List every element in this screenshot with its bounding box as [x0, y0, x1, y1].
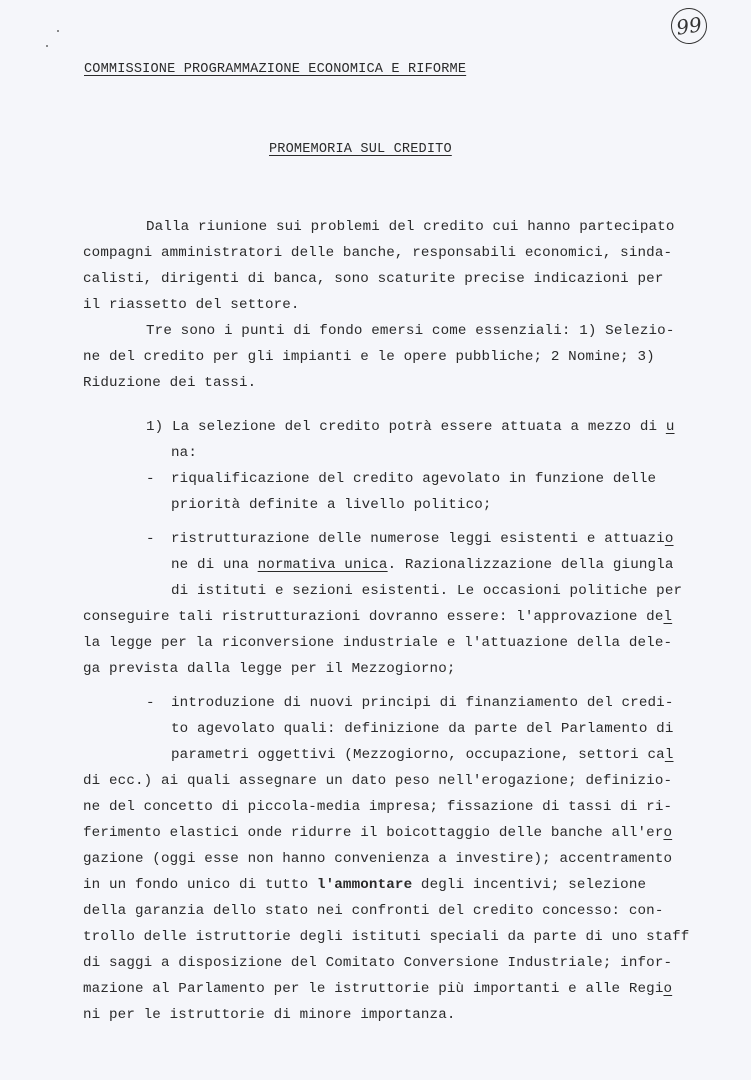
bullet3-line-6-end: o — [663, 825, 673, 841]
bullet2-line-3: di istituti e sezioni esistenti. Le occasioni politiche per — [171, 583, 683, 599]
bullet2-line-1-text: ristrutturazione delle numerose leggi esistenti e attuazi — [171, 531, 665, 547]
bullet2-line-4 — [83, 608, 672, 626]
bullet3-line-3-text: parametri oggettivi (Mezzogiorno, occupazione, settori ca — [171, 747, 665, 763]
bullet3-line-8-start: in un fondo unico di tutto — [83, 877, 317, 893]
bullet2-line-5: la legge per la riconversione industriale e l'attuazione della dele- — [83, 635, 673, 651]
points-line-2: ne del credito per gli impianti e le opere pubbliche; 2 Nomine; 3) — [83, 349, 655, 365]
item1-line-1-end: u — [665, 419, 675, 435]
item1-line-1-text: 1) La selezione del credito potrà essere attuata a mezzo di — [146, 419, 666, 435]
intro-line-3: calisti, dirigenti di banca, sono scaturite precise indicazioni per — [83, 271, 664, 287]
memo-title: PROMEMORIA SUL CREDITO — [269, 142, 452, 157]
ink-speck — [46, 45, 48, 47]
bullet2-line-1-end: o — [664, 531, 674, 547]
normativa-unica: normativa unica — [257, 557, 388, 573]
bullet1-line-1: riqualificazione del credito agevolato in funzione delle — [171, 471, 657, 487]
points-line-1: Tre sono i punti di fondo emersi come essenziali: 1) Selezio- — [146, 323, 675, 339]
bullet2-line-6: ga prevista dalla legge per il Mezzogiorno; — [83, 661, 456, 677]
commission-heading: COMMISSIONE PROGRAMMAZIONE ECONOMICA E RIFORME — [84, 62, 467, 77]
bullet2-line-1 — [171, 530, 674, 548]
bullet3-line-12-text: mazione al Parlamento per le istruttorie più importanti e alle Regi — [83, 981, 664, 997]
intro-line-2: compagni amministratori delle banche, responsabili economici, sinda- — [83, 245, 673, 261]
bullet3-line-1: introduzione di nuovi principi di finanziamento del credi- — [171, 695, 674, 711]
bullet2-line-2 — [171, 556, 674, 574]
bullet3-line-12-end: o — [663, 981, 673, 997]
bullet3-line-12 — [83, 980, 672, 998]
bullet1-dash: - — [146, 471, 155, 487]
bullet3-line-3-end: l — [664, 747, 674, 763]
bullet2-line-4-end: l — [663, 609, 673, 625]
bullet3-line-11: di saggi a disposizione del Comitato Conversione Industriale; infor- — [83, 955, 673, 971]
bullet3-line-8 — [83, 876, 646, 894]
bullet3-line-2: to agevolato quali: definizione da parte del Parlamento di — [171, 721, 674, 737]
bullet2-dash: - — [146, 531, 155, 547]
bullet3-line-5: ne del concetto di piccola-media impresa; fissazione di tassi di ri- — [83, 799, 673, 815]
ink-speck — [57, 30, 59, 32]
bullet3-line-6 — [83, 824, 672, 842]
intro-line-4: il riassetto del settore. — [83, 297, 300, 313]
ammontare-word: l'ammontare — [316, 877, 413, 893]
bullet2-line-2-start: ne di una — [171, 557, 258, 573]
bullet3-line-4: di ecc.) ai quali assegnare un dato peso nell'erogazione; definizio- — [83, 773, 673, 789]
page-number-stamp: 99 — [669, 6, 710, 47]
bullet2-line-2-end: . Razionalizzazione della giungla — [387, 557, 674, 573]
item1-line-1 — [146, 418, 675, 436]
intro-line-1: Dalla riunione sui problemi del credito cui hanno partecipato — [146, 219, 675, 235]
bullet3-line-3 — [171, 746, 674, 764]
points-line-3: Riduzione dei tassi. — [83, 375, 257, 391]
bullet3-line-8-end: degli incentivi; selezione — [412, 877, 647, 893]
item1-line-2: na: — [171, 445, 197, 461]
bullet3-line-7: gazione (oggi esse non hanno convenienza a investire); accentramento — [83, 851, 673, 867]
bullet3-line-13: ni per le istruttorie di minore importanza. — [83, 1007, 456, 1023]
bullet3-dash: - — [146, 695, 155, 711]
bullet3-line-10: trollo delle istruttorie degli istituti speciali da parte di uno staff — [83, 929, 690, 945]
bullet3-line-9: della garanzia dello stato nei confronti del credito concesso: con- — [83, 903, 664, 919]
bullet2-line-4-text: conseguire tali ristrutturazioni dovranno essere: l'approvazione de — [83, 609, 664, 625]
bullet1-line-2: priorità definite a livello politico; — [171, 497, 492, 513]
bullet3-line-6-text: ferimento elastici onde ridurre il boicottaggio delle banche all'er — [83, 825, 664, 841]
